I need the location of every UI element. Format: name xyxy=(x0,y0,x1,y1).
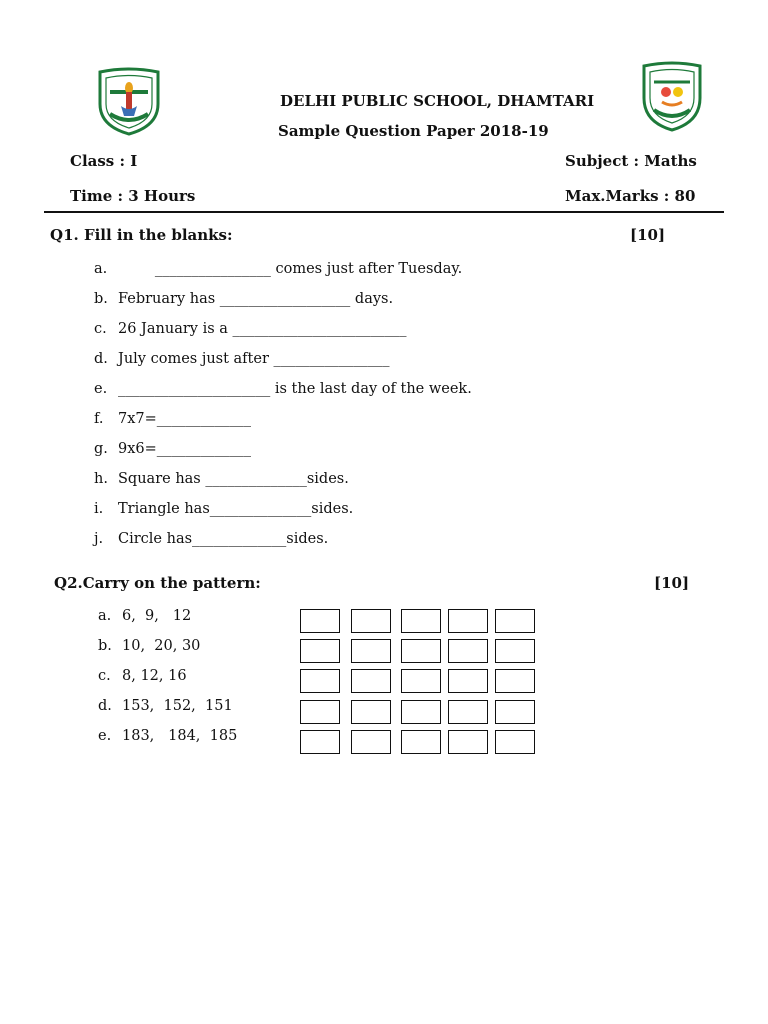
header-divider xyxy=(44,211,724,213)
item-letter: h. xyxy=(94,471,108,487)
q2-item xyxy=(98,728,237,744)
answer-box[interactable] xyxy=(495,639,535,663)
item-text: _____________________ is the last day of the week. xyxy=(118,381,472,397)
answer-box-row xyxy=(300,669,540,695)
class-label: Class : I xyxy=(70,152,138,170)
q1-item xyxy=(94,531,328,547)
item-text: 6, 9, 12 xyxy=(122,608,192,624)
answer-box-row xyxy=(300,730,540,756)
answer-box[interactable] xyxy=(448,639,488,663)
q1-item xyxy=(94,411,251,427)
q2-title: Q2.Carry on the pattern: xyxy=(54,574,261,592)
answer-box[interactable] xyxy=(401,639,441,663)
item-text: Square has ______________sides. xyxy=(118,471,349,487)
answer-box[interactable] xyxy=(300,639,340,663)
answer-box[interactable] xyxy=(300,730,340,754)
q1-item xyxy=(94,501,353,517)
item-text: 9x6=_____________ xyxy=(118,441,252,457)
item-letter: a. xyxy=(94,261,108,277)
answer-box[interactable] xyxy=(300,609,340,633)
q1-marks: [10] xyxy=(630,226,666,244)
answer-box[interactable] xyxy=(448,609,488,633)
max-marks-label: Max.Marks : 80 xyxy=(565,187,696,205)
answer-box[interactable] xyxy=(351,639,391,663)
q1-item xyxy=(94,381,472,397)
item-text: 153, 152, 151 xyxy=(122,698,233,714)
item-text: 183, 184, 185 xyxy=(122,728,238,744)
answer-box[interactable] xyxy=(351,609,391,633)
answer-box[interactable] xyxy=(495,700,535,724)
q1-item xyxy=(94,321,407,337)
q2-item xyxy=(98,698,233,714)
q1-item xyxy=(94,351,390,367)
item-text: Circle has_____________sides. xyxy=(118,531,329,547)
item-letter: d. xyxy=(98,698,112,714)
answer-box[interactable] xyxy=(448,669,488,693)
answer-box[interactable] xyxy=(401,609,441,633)
item-letter: a. xyxy=(98,608,112,624)
answer-box-row xyxy=(300,609,540,635)
answer-box[interactable] xyxy=(401,730,441,754)
answer-box[interactable] xyxy=(401,700,441,724)
item-letter: e. xyxy=(98,728,112,744)
answer-box[interactable] xyxy=(448,730,488,754)
item-text: Triangle has______________sides. xyxy=(118,501,354,517)
dps-kids-logo-icon xyxy=(640,60,704,136)
answer-box[interactable] xyxy=(448,700,488,724)
q2-marks: [10] xyxy=(654,574,690,592)
answer-box[interactable] xyxy=(495,669,535,693)
q1-item xyxy=(94,291,393,307)
answer-box[interactable] xyxy=(351,730,391,754)
item-letter: g. xyxy=(94,441,108,457)
item-letter: j. xyxy=(94,531,104,547)
item-text: July comes just after ________________ xyxy=(118,351,390,367)
q2-item xyxy=(98,638,200,654)
item-letter: i. xyxy=(94,501,104,517)
q2-item xyxy=(98,668,187,684)
answer-box[interactable] xyxy=(300,700,340,724)
item-text: 10, 20, 30 xyxy=(122,638,201,654)
item-letter: c. xyxy=(94,321,107,337)
answer-box[interactable] xyxy=(495,730,535,754)
dps-crest-logo-icon xyxy=(94,66,164,140)
answer-box[interactable] xyxy=(351,669,391,693)
item-text: 26 January is a ________________________ xyxy=(118,321,407,337)
time-label: Time : 3 Hours xyxy=(70,187,196,205)
item-letter: c. xyxy=(98,668,111,684)
answer-box[interactable] xyxy=(300,669,340,693)
q1-title: Q1. Fill in the blanks: xyxy=(50,226,233,244)
answer-box-row xyxy=(300,639,540,665)
answer-box[interactable] xyxy=(401,669,441,693)
item-letter: f. xyxy=(94,411,104,427)
item-letter: b. xyxy=(94,291,108,307)
school-name: DELHI PUBLIC SCHOOL, DHAMTARI xyxy=(280,92,595,110)
item-text: 7x7=_____________ xyxy=(118,411,252,427)
item-letter: e. xyxy=(94,381,108,397)
subject-label: Subject : Maths xyxy=(565,152,697,170)
item-letter: b. xyxy=(98,638,112,654)
answer-box[interactable] xyxy=(495,609,535,633)
paper-title: Sample Question Paper 2018-19 xyxy=(278,122,549,140)
q1-item xyxy=(94,261,462,277)
q1-item xyxy=(94,441,251,457)
answer-box[interactable] xyxy=(351,700,391,724)
item-text: ________________ comes just after Tuesday. xyxy=(118,261,463,277)
q1-item xyxy=(94,471,349,487)
item-text: 8, 12, 16 xyxy=(122,668,187,684)
answer-box-row xyxy=(300,700,540,726)
item-text: February has __________________ days. xyxy=(118,291,394,307)
q2-item xyxy=(98,608,191,624)
item-letter: d. xyxy=(94,351,108,367)
